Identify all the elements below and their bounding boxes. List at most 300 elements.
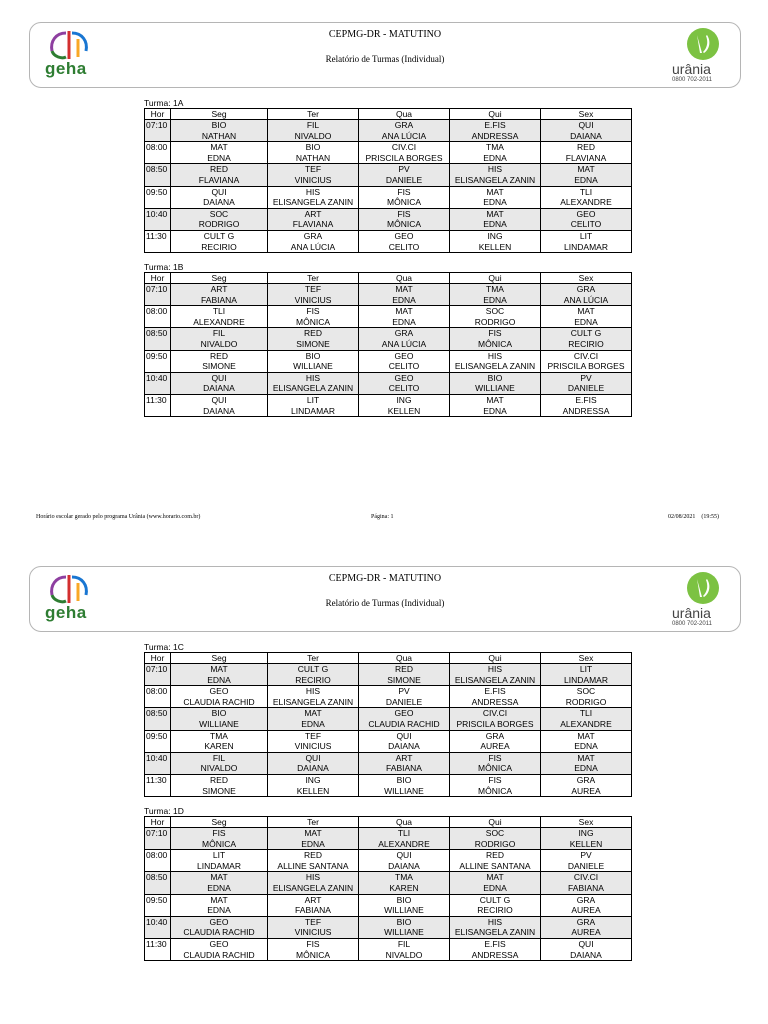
subject-code: MAT (210, 872, 228, 883)
subject-code: QUI (211, 372, 227, 383)
timetable (144, 816, 632, 961)
teacher-name: RECIRIO (295, 674, 331, 685)
lesson-cell (359, 664, 450, 686)
lesson-cell (541, 664, 632, 686)
day-column-header: Qui (450, 817, 541, 828)
lesson-cell (268, 372, 359, 394)
timetable-row (145, 328, 632, 350)
subject-code: PV (398, 164, 410, 175)
lesson-cell (268, 708, 359, 730)
report-school-title: CEPMG-DR - MATUTINO (328, 573, 442, 584)
lesson-cell (359, 708, 450, 730)
lesson-cell (359, 850, 450, 872)
lesson-cell (171, 708, 268, 730)
teacher-name: EDNA (392, 294, 416, 305)
subject-code: BIO (487, 372, 503, 383)
report-subtitle: Relatório de Turmas (Individual) (325, 54, 445, 64)
teacher-name: DAIANA (203, 405, 235, 416)
teacher-name: DAIANA (570, 130, 602, 141)
lesson-cell (268, 850, 359, 872)
subject-code: BIO (305, 142, 321, 153)
teacher-name: DANIELE (385, 174, 423, 185)
lesson-cell (541, 938, 632, 960)
subject-code: HIS (487, 664, 503, 674)
lesson-cell (171, 350, 268, 372)
report-subtitle: Relatório de Turmas (Individual) (325, 598, 445, 608)
teacher-name: WILLIANE (384, 905, 424, 916)
lesson-cell (268, 230, 359, 252)
lesson-cell (359, 186, 450, 208)
subject-code: CIV.CI (573, 350, 599, 361)
teacher-name: FLAVIANA (198, 174, 240, 185)
subject-code: RED (304, 850, 322, 861)
subject-code: MAT (486, 394, 504, 405)
hour-cell: 11:30 (145, 394, 171, 416)
lesson-cell (359, 350, 450, 372)
teacher-name: FLAVIANA (565, 152, 607, 163)
subject-code: RED (395, 664, 413, 674)
lesson-cell (268, 686, 359, 708)
lesson-cell (359, 328, 450, 350)
teacher-name: EDNA (301, 838, 325, 849)
teacher-name: CLAUDIA RACHID (183, 927, 255, 938)
teacher-name: DANIELE (385, 696, 423, 707)
lesson-cell (359, 730, 450, 752)
subject-code: BIO (305, 350, 321, 361)
subject-code: MAT (210, 664, 228, 674)
subject-code: GRA (576, 916, 596, 927)
page-1-header (29, 22, 741, 88)
lesson-cell (268, 328, 359, 350)
subject-code: PV (398, 686, 410, 697)
lesson-cell (359, 372, 450, 394)
teacher-name: EDNA (392, 316, 416, 327)
subject-code: HIS (305, 872, 321, 883)
lesson-cell (541, 350, 632, 372)
teacher-name: RECIRIO (201, 241, 237, 252)
teacher-name: MÔNICA (478, 763, 512, 774)
subject-code: TLI (579, 186, 593, 197)
teacher-name: ELISANGELA ZANIN (272, 696, 354, 707)
timetable-row (145, 120, 632, 142)
lesson-cell (268, 284, 359, 306)
lesson-cell (450, 850, 541, 872)
day-column-header: Ter (268, 273, 359, 284)
lesson-cell (268, 938, 359, 960)
lesson-cell (171, 938, 268, 960)
hour-cell: 07:10 (145, 120, 171, 142)
teacher-name: EDNA (483, 405, 507, 416)
subject-code: MAT (210, 142, 228, 153)
subject-code: FIS (212, 828, 226, 838)
subject-code: PV (580, 372, 592, 383)
lesson-cell (171, 306, 268, 328)
teacher-name: ALEXANDRE (378, 838, 430, 849)
urania-emblem-icon (686, 571, 720, 605)
teacher-name: EDNA (207, 674, 231, 685)
urania-logo (664, 27, 734, 85)
teacher-name: EDNA (483, 882, 507, 893)
teacher-name: EDNA (574, 174, 598, 185)
subject-code: ING (578, 828, 594, 838)
subject-code: MAT (304, 828, 322, 838)
subject-code: HIS (487, 916, 503, 927)
teacher-name: EDNA (301, 718, 325, 729)
timetable-row (145, 142, 632, 164)
hour-cell: 08:50 (145, 872, 171, 894)
subject-code: GEO (576, 208, 596, 219)
subject-code: QUI (578, 120, 594, 130)
timetable-row (145, 686, 632, 708)
lesson-cell (171, 894, 268, 916)
hour-cell: 11:30 (145, 230, 171, 252)
subject-code: GRA (485, 730, 505, 741)
subject-code: FIS (488, 774, 502, 785)
hour-cell: 09:50 (145, 186, 171, 208)
lesson-cell (268, 752, 359, 774)
teacher-name: RECIRIO (568, 338, 604, 349)
teacher-name: AUREA (480, 741, 510, 752)
lesson-cell (171, 774, 268, 796)
lesson-cell (541, 872, 632, 894)
teacher-name: SIMONE (202, 361, 236, 372)
subject-code: HIS (305, 372, 321, 383)
subject-code: CULT G (570, 328, 602, 339)
hour-column-header: Hor (145, 109, 171, 120)
lesson-cell (171, 730, 268, 752)
teacher-name: SIMONE (202, 785, 236, 796)
timetable-row (145, 230, 632, 252)
teacher-name: WILLIANE (475, 383, 515, 394)
teacher-name: RODRIGO (474, 316, 516, 327)
timetable (144, 652, 632, 797)
timetable-row (145, 394, 632, 416)
lesson-cell (541, 730, 632, 752)
timetable-row (145, 164, 632, 186)
lesson-cell (541, 752, 632, 774)
teacher-name: KAREN (389, 882, 419, 893)
teacher-name: NIVALDO (294, 130, 332, 141)
lesson-cell (359, 872, 450, 894)
lesson-cell (268, 664, 359, 686)
subject-code: FIS (306, 938, 320, 949)
teacher-name: VINICIUS (294, 741, 332, 752)
subject-code: SOC (485, 306, 505, 317)
subject-code: ART (304, 894, 322, 905)
teacher-name: CELITO (570, 219, 602, 230)
lesson-cell (171, 142, 268, 164)
teacher-name: VINICIUS (294, 174, 332, 185)
lesson-cell (450, 708, 541, 730)
subject-code: TEF (304, 730, 322, 741)
subject-code: GRA (576, 894, 596, 905)
subject-code: CULT G (203, 230, 235, 241)
timetable-row (145, 894, 632, 916)
day-column-header: Qua (359, 817, 450, 828)
subject-code: HIS (305, 686, 321, 697)
timetable (144, 272, 632, 417)
lesson-cell (171, 916, 268, 938)
teacher-name: CELITO (388, 383, 420, 394)
lesson-cell (541, 306, 632, 328)
subject-code: TEF (304, 284, 322, 294)
timetable-row (145, 872, 632, 894)
timetable-header-row (145, 273, 632, 284)
timetable-header-row (145, 817, 632, 828)
timetable-row (145, 708, 632, 730)
lesson-cell (359, 752, 450, 774)
hour-cell: 11:30 (145, 938, 171, 960)
day-column-header: Sex (541, 273, 632, 284)
subject-code: GRA (394, 328, 414, 339)
teacher-name: EDNA (483, 294, 507, 305)
day-column-header: Ter (268, 817, 359, 828)
turma-block (144, 262, 631, 417)
lesson-cell (541, 284, 632, 306)
urania-emblem-icon (686, 27, 720, 61)
subject-code: GEO (394, 350, 414, 361)
teacher-name: DAIANA (388, 741, 420, 752)
subject-code: FIS (397, 208, 411, 219)
lesson-cell (541, 208, 632, 230)
lesson-cell (171, 828, 268, 850)
lesson-cell (171, 372, 268, 394)
hour-cell: 10:40 (145, 916, 171, 938)
lesson-cell (359, 394, 450, 416)
subject-code: LIT (579, 664, 593, 674)
subject-code: MAT (395, 306, 413, 317)
subject-code: GEO (394, 230, 414, 241)
lesson-cell (171, 120, 268, 142)
day-column-header: Qui (450, 109, 541, 120)
subject-code: BIO (396, 774, 412, 785)
subject-code: FIL (212, 752, 226, 763)
hour-column-header: Hor (145, 273, 171, 284)
subject-code: FIL (397, 938, 411, 949)
lesson-cell (541, 394, 632, 416)
teacher-name: KELLEN (569, 838, 603, 849)
hour-column-header: Hor (145, 817, 171, 828)
teacher-name: SIMONE (296, 338, 330, 349)
lesson-cell (450, 730, 541, 752)
subject-code: LIT (306, 394, 320, 405)
subject-code: GRA (576, 774, 596, 785)
teacher-name: WILLIANE (384, 785, 424, 796)
hour-cell: 08:00 (145, 850, 171, 872)
teacher-name: KAREN (204, 741, 234, 752)
teacher-name: AUREA (571, 785, 601, 796)
lesson-cell (171, 394, 268, 416)
subject-code: CIV.CI (573, 872, 599, 883)
lesson-cell (541, 120, 632, 142)
lesson-cell (268, 164, 359, 186)
day-column-header: Sex (541, 109, 632, 120)
subject-code: E.FIS (575, 394, 597, 405)
timetable-row (145, 938, 632, 960)
timetable-row (145, 664, 632, 686)
lesson-cell (268, 394, 359, 416)
geha-wordmark: geha (45, 59, 87, 78)
teacher-name: DAIANA (570, 949, 602, 960)
teacher-name: WILLIANE (199, 718, 239, 729)
lesson-cell (450, 328, 541, 350)
teacher-name: CLAUDIA RACHID (183, 696, 255, 707)
day-column-header: Qua (359, 109, 450, 120)
teacher-name: LINDAMAR (291, 405, 335, 416)
teacher-name: MÔNICA (478, 785, 512, 796)
subject-code: MAT (395, 284, 413, 294)
teacher-name: ALLINE SANTANA (459, 860, 531, 871)
hour-cell: 07:10 (145, 284, 171, 306)
teacher-name: ALEXANDRE (560, 718, 612, 729)
day-column-header: Ter (268, 109, 359, 120)
subject-code: TMA (486, 284, 504, 294)
subject-code: FIL (212, 328, 226, 339)
lesson-cell (359, 686, 450, 708)
teacher-name: AUREA (571, 927, 601, 938)
teacher-name: WILLIANE (384, 927, 424, 938)
subject-code: E.FIS (484, 120, 506, 130)
subject-code: FIS (488, 328, 502, 339)
subject-code: RED (486, 850, 504, 861)
hour-cell: 08:50 (145, 708, 171, 730)
footer-timestamp: 02/08/2021 (19:55) (668, 514, 719, 520)
subject-code: MAT (577, 306, 595, 317)
lesson-cell (450, 142, 541, 164)
timetable-row (145, 208, 632, 230)
subject-code: QUI (396, 850, 412, 861)
turma-block (144, 642, 631, 797)
turma-block (144, 98, 631, 253)
teacher-name: ANDRESSA (471, 696, 519, 707)
subject-code: CIV.CI (482, 708, 508, 719)
subject-code: HIS (487, 164, 503, 175)
teacher-name: PRISCILA BORGES (547, 361, 625, 372)
lesson-cell (359, 306, 450, 328)
lesson-cell (541, 142, 632, 164)
lesson-cell (359, 894, 450, 916)
subject-code: TLI (397, 828, 411, 838)
lesson-cell (268, 350, 359, 372)
lesson-cell (171, 664, 268, 686)
subject-code: ART (304, 208, 322, 219)
lesson-cell (450, 916, 541, 938)
teacher-name: NATHAN (201, 130, 237, 141)
lesson-cell (450, 686, 541, 708)
subject-code: E.FIS (484, 686, 506, 697)
lesson-cell (268, 828, 359, 850)
subject-code: QUI (396, 730, 412, 741)
subject-code: FIS (488, 752, 502, 763)
hour-cell: 08:00 (145, 142, 171, 164)
subject-code: TEF (304, 916, 322, 927)
teacher-name: LINDAMAR (564, 241, 608, 252)
subject-code: GRA (394, 120, 414, 130)
lesson-cell (450, 872, 541, 894)
page-2-header (29, 566, 741, 632)
lesson-cell (541, 164, 632, 186)
lesson-cell (450, 372, 541, 394)
lesson-cell (541, 186, 632, 208)
lesson-cell (268, 208, 359, 230)
teacher-name: DAIANA (203, 383, 235, 394)
subject-code: CIV.CI (391, 142, 417, 153)
subject-code: MAT (304, 708, 322, 719)
lesson-cell (359, 828, 450, 850)
timetable (144, 108, 632, 253)
subject-code: MAT (577, 730, 595, 741)
teacher-name: NATHAN (295, 152, 331, 163)
hour-cell: 09:50 (145, 730, 171, 752)
urania-wordmark: urânia (672, 61, 711, 77)
lesson-cell (450, 208, 541, 230)
teacher-name: ELISANGELA ZANIN (454, 674, 536, 685)
teacher-name: LINDAMAR (564, 674, 608, 685)
day-column-header: Sex (541, 653, 632, 664)
turma-label: Turma: 1D (144, 806, 184, 816)
lesson-cell (268, 142, 359, 164)
teacher-name: DAIANA (388, 860, 420, 871)
teacher-name: ANDRESSA (471, 130, 519, 141)
subject-code: TLI (212, 306, 226, 317)
hour-cell: 10:40 (145, 208, 171, 230)
teacher-name: NIVALDO (200, 763, 238, 774)
day-column-header: Seg (171, 109, 268, 120)
teacher-name: ELISANGELA ZANIN (272, 197, 354, 208)
teacher-name: WILLIANE (293, 361, 333, 372)
day-column-header: Qui (450, 273, 541, 284)
subject-code: MAT (577, 752, 595, 763)
teacher-name: FABIANA (201, 294, 237, 305)
subject-code: RED (210, 350, 228, 361)
teacher-name: LINDAMAR (197, 860, 241, 871)
teacher-name: EDNA (574, 316, 598, 327)
lesson-cell (450, 186, 541, 208)
hour-cell: 10:40 (145, 372, 171, 394)
lesson-cell (450, 774, 541, 796)
lesson-cell (450, 306, 541, 328)
timetable-row (145, 774, 632, 796)
teacher-name: EDNA (207, 152, 231, 163)
subject-code: TEF (304, 164, 322, 175)
timetable-row (145, 306, 632, 328)
lesson-cell (171, 872, 268, 894)
subject-code: BIO (211, 708, 227, 719)
hour-cell: 08:50 (145, 328, 171, 350)
subject-code: BIO (396, 894, 412, 905)
teacher-name: EDNA (483, 197, 507, 208)
lesson-cell (359, 142, 450, 164)
lesson-cell (541, 828, 632, 850)
teacher-name: NIVALDO (200, 338, 238, 349)
subject-code: TMA (395, 872, 413, 883)
teacher-name: ALLINE SANTANA (277, 860, 349, 871)
lesson-cell (171, 186, 268, 208)
subject-code: GEO (209, 938, 229, 949)
subject-code: ART (395, 752, 413, 763)
teacher-name: PRISCILA BORGES (365, 152, 443, 163)
day-column-header: Sex (541, 817, 632, 828)
teacher-name: FABIANA (295, 905, 331, 916)
lesson-cell (268, 186, 359, 208)
subject-code: CULT G (479, 894, 511, 905)
timetable-row (145, 186, 632, 208)
lesson-cell (171, 752, 268, 774)
urania-phone: 0800 702-2011 (672, 77, 712, 83)
subject-code: MAT (486, 186, 504, 197)
teacher-name: NIVALDO (385, 949, 423, 960)
lesson-cell (450, 752, 541, 774)
